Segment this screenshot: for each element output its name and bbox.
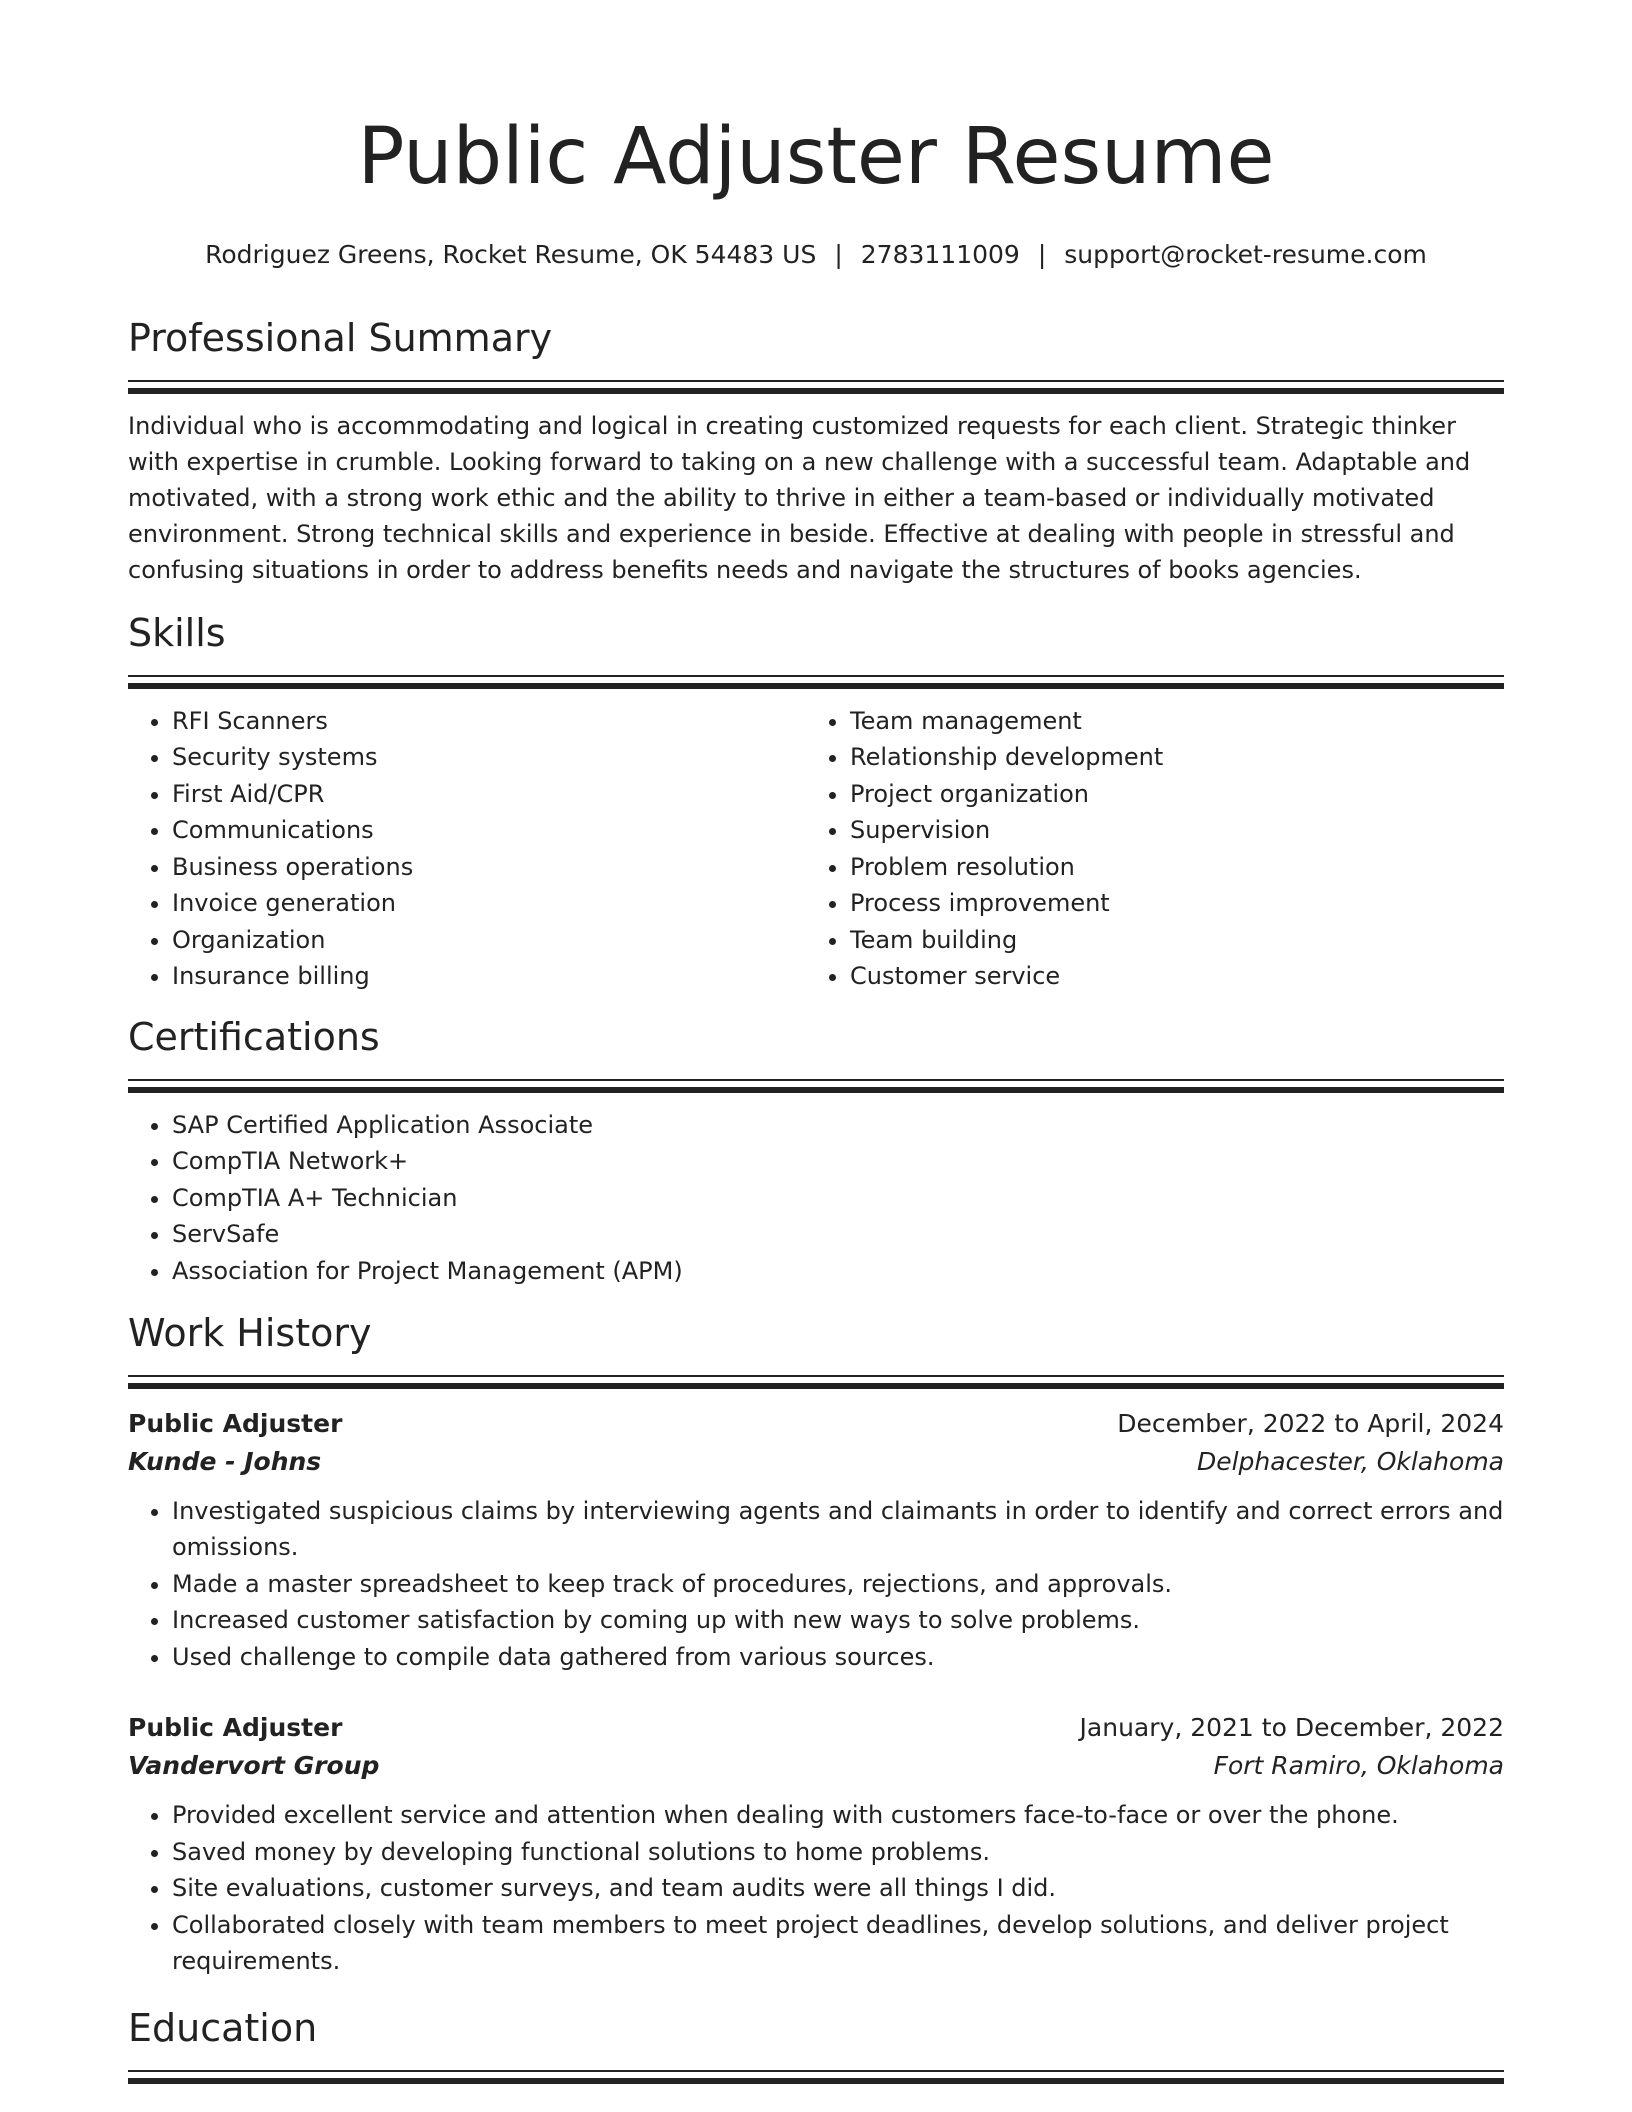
list-item: • Insurance billing [172,958,806,995]
list-item: • CompTIA Network+ [172,1143,1504,1180]
section-rule [128,1079,1504,1093]
list-item: • Investigated suspicious claims by interviewing agents and claimants in order to identify and correct errors and omissions. [172,1493,1504,1566]
list-item: • Collaborated closely with team members to meet project deadlines, develop solutions, and deliver project requirements. [172,1907,1504,1980]
list-item: • Business operations [172,849,806,886]
job-company: Kunde - Johns [128,1446,322,1476]
section-heading: Professional Summary [128,316,553,360]
list-item: • CompTIA A+ Technician [172,1180,1504,1217]
list-item: • Security systems [172,739,806,776]
list-item: • Problem resolution [850,849,1484,886]
job-dates: December, 2022 to April, 2024 [1117,1408,1504,1438]
resume-title: Public Adjuster Resume [357,112,1275,202]
section-heading: Skills [128,611,226,655]
job-title: Public Adjuster [128,1713,343,1743]
contact-address: Rodriguez Greens, Rocket Resume, OK 54483 US [205,240,817,269]
section-heading: Certifications [128,1015,380,1059]
job-header-row [128,1709,1504,1747]
list-item: • Increased customer satisfaction by coming up with new ways to solve problems. [172,1602,1504,1639]
section-rule [128,1375,1504,1389]
job-bullets [128,1493,1504,1676]
contact-line [128,240,1504,270]
job-title: Public Adjuster [128,1408,343,1438]
list-item: • Organization [172,922,806,959]
contact-separator: | [834,240,843,269]
list-item: • Communications [172,812,806,849]
list-item: • Supervision [850,812,1484,849]
section-certifications [128,1017,1504,1289]
list-item: • ServSafe [172,1216,1504,1253]
list-item: • Invoice generation [172,885,806,922]
list-item: • Team management [850,703,1484,740]
list-item: • Site evaluations, customer surveys, and team audits were all things I did. [172,1870,1504,1907]
job-bullets [128,1797,1504,1980]
skills-column-left [128,689,806,995]
certifications-list [128,1107,1504,1290]
list-item: • Process improvement [850,885,1484,922]
list-item: • RFI Scanners [172,703,806,740]
job-header-row [128,1405,1504,1443]
skills-columns [128,689,1504,995]
list-item: • SAP Certified Application Associate [172,1107,1504,1144]
list-item: • Project organization [850,776,1484,813]
job-dates: January, 2021 to December, 2022 [1079,1713,1504,1743]
contact-email[interactable]: support@rocket-resume.com [1064,240,1427,269]
section-work-history [128,1313,1504,1980]
list-item: • Customer service [850,958,1484,995]
section-heading: Education [128,2006,318,2050]
list-item: • Made a master spreadsheet to keep track of procedures, rejections, and approvals. [172,1566,1504,1603]
skills-list-left [128,703,806,995]
section-summary [128,318,1504,588]
list-item: • Provided excellent service and attention when dealing with customers face-to-face or over the phone. [172,1797,1504,1834]
job-company-row [128,1443,1504,1481]
list-item: • Team building [850,922,1484,959]
section-skills [128,613,1504,995]
section-rule [128,2070,1504,2084]
list-item: • Used challenge to compile data gathered from various sources. [172,1639,1504,1676]
section-heading: Work History [128,1311,372,1355]
jobs-list [128,1405,1504,1980]
contact-phone: 2783111009 [860,240,1020,269]
summary-text: Individual who is accommodating and logical in creating customized requests for each client. Strategic thinker with expertise in crumble. Looking forward to taking on a new challenge with a successful team. Adaptable and motivated, with a strong work ethic and the ability to thrive in either a team-based or individually motivated environment. Strong technical skills and experience in beside. Effective at dealing with people in stressful and confusing situations in order to address benefits needs and navigate the structures of books agencies. [128,411,1471,584]
job-entry [128,1405,1504,1676]
contact-separator: | [1037,240,1047,269]
skills-list-right [806,703,1484,995]
section-education [128,2008,1504,2084]
section-rule [128,675,1504,689]
list-item: • Relationship development [850,739,1484,776]
job-location: Delphacester, Oklahoma [1196,1446,1504,1476]
skills-column-right [806,689,1484,995]
job-company-row [128,1747,1504,1785]
section-rule [128,380,1504,394]
job-location: Fort Ramiro, Oklahoma [1213,1751,1504,1781]
list-item: • First Aid/CPR [172,776,806,813]
list-item: • Association for Project Management (APM) [172,1253,1504,1290]
job-company: Vandervort Group [128,1751,380,1781]
list-item: • Saved money by developing functional solutions to home problems. [172,1834,1504,1871]
job-entry [128,1709,1504,1980]
